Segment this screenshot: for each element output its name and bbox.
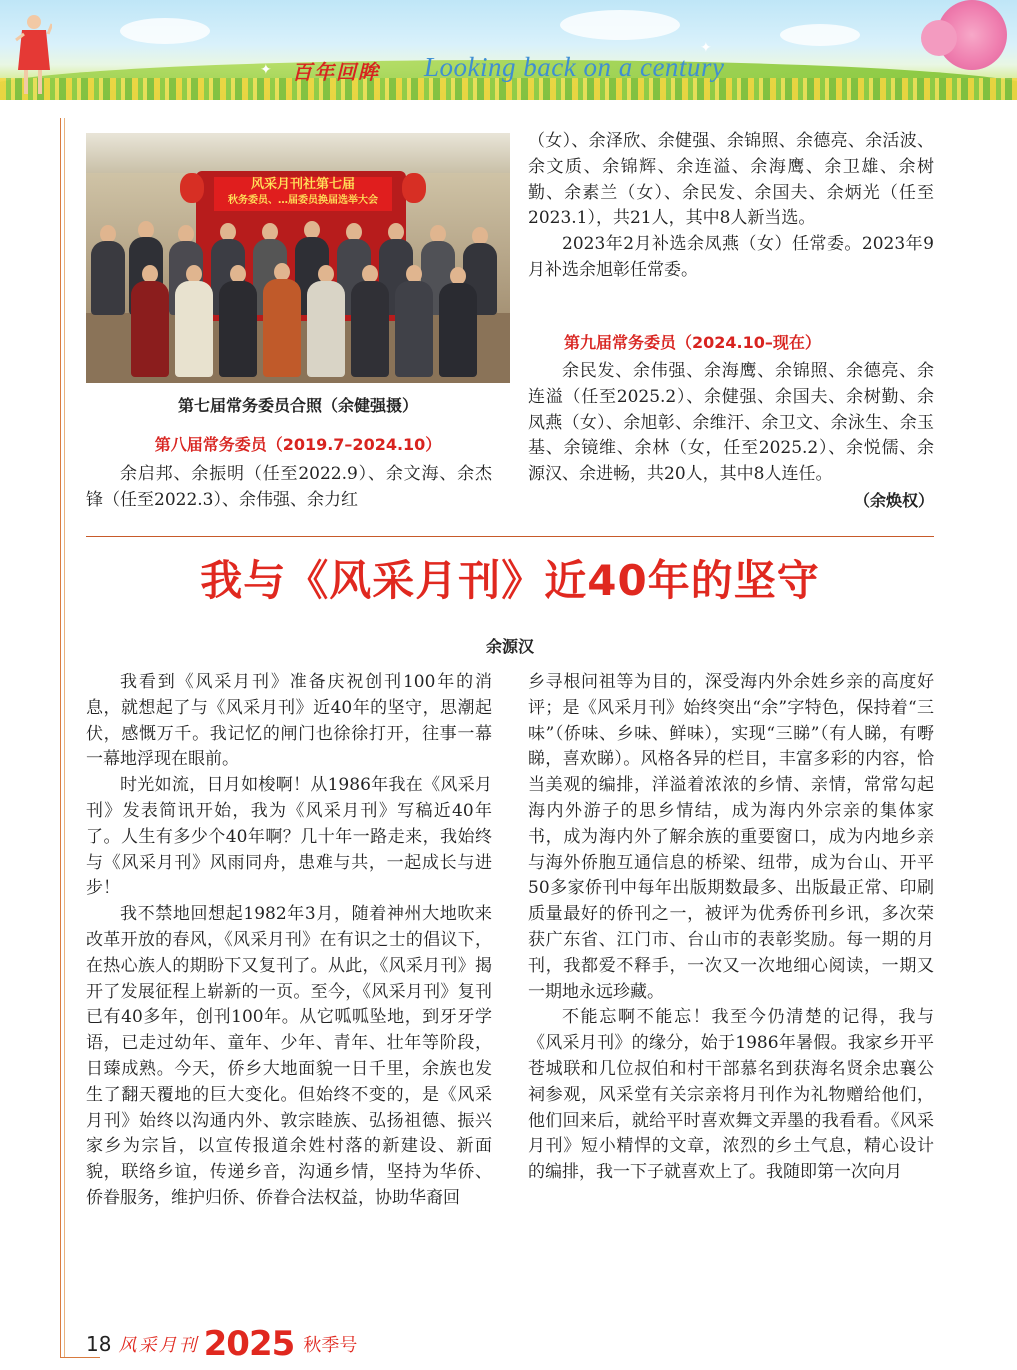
ninth-committee-heading: 第九届常务委员（2024.10–现在） [564, 333, 821, 352]
footer-year: 2025 [203, 1324, 295, 1364]
cloud-decoration [560, 10, 680, 40]
page-number: 18 [86, 1332, 112, 1356]
header-banner [0, 0, 1017, 100]
person-figure [263, 279, 301, 377]
photo-banner-line2: 秋务委员、…届委员换届选举大会 [228, 195, 378, 206]
footer-season: 秋季号 [303, 1335, 358, 1356]
eighth-committee-heading: 第八届常务委员（2019.7–2024.10） [154, 435, 442, 454]
sparkle-icon: ✦ [700, 40, 712, 56]
article-right-column [528, 670, 934, 1186]
section-divider [86, 536, 934, 537]
article-left-column [86, 670, 492, 1212]
sparkle-icon: ✦ [260, 62, 272, 78]
article-author: 余源汉 [485, 637, 534, 656]
ninth-author-tag: （余焕权） [853, 490, 934, 510]
photo-event-banner [214, 177, 392, 211]
side-border-line [64, 118, 65, 1358]
cloud-decoration [120, 18, 210, 44]
ninth-members-text [528, 359, 934, 510]
person-figure [351, 281, 389, 377]
person-figure [439, 283, 477, 377]
lantern-icon [180, 173, 204, 203]
eighth-committee-members [86, 462, 492, 514]
eighth-supplement-note: 2023年2月补选余凤燕（女）任常委。2023年9月补选余旭彰任常委。 [528, 234, 934, 280]
article-title: 我与《风采月刊》近40年的坚守 [200, 556, 820, 605]
eighth-members-cont-text: （女）、余泽欣、余健强、余锦照、余德亮、余活波、余文质、余锦辉、余连溢、余海鹰、余卫雄、余树勤、余素兰（女）、余民发、余国夫、余炳光（任至2023.1），共21人，其中8人新当选。 [528, 131, 934, 229]
article-paragraph: 乡寻根问祖等为目的，深受海内外余姓乡亲的高度好评；是《风采月刊》始终突出“余”字特色，保持着“三味”（侨味、乡味、鲜味），实现“三睇”（有人睇，有嘢睇，喜欢睇）。风格各异的栏目，丰富多彩的内容，恰当美观的编排，洋溢着浓浓的乡情、亲情，常常勾起海内外游子的思乡情结，成为海内外宗亲的集体家书，成为海内外了解余族的重要窗口，成为内地乡亲与海外侨胞互通信息的桥梁、纽带，成为台山、开平50多家侨刊中每年出版期数最多、出版最正常、印刷质量最好的侨刊之一，被评为优秀侨刊乡讯，多次荣获广东省、江门市、台山市的表彰奖励。每一期的月刊，我都爱不释手，一次又一次地细心阅读，一期又一期地永远珍藏。 [528, 672, 934, 1002]
blossom-tree-icon [921, 20, 957, 56]
photo-caption: 第七届常务委员合照（余健强摄） [177, 396, 418, 415]
person-figure [395, 281, 433, 377]
article-paragraph: 不能忘啊不能忘！我至今仍清楚的记得，我与《风采月刊》的缘分，始于1986年暑假。我家乡开平苍城联和几位叔伯和村干部慕名到获海名贤余忠襄公祠参观，风采堂有关宗亲将月刊作为礼物赠给他们，他们回来后，就给平时喜欢舞文弄墨的我看看。《风采月刊》短小精悍的文章，浓烈的乡土气息，精心设计的编排，我一下子就喜欢上了。我随即第一次向月 [528, 1007, 934, 1183]
side-border-line [60, 118, 61, 1358]
section-title-cn: 百年回眸 [292, 60, 380, 84]
article-paragraph: 我看到《风采月刊》准备庆祝创刊100年的消息，就想起了与《风采月刊》近40年的坚守，思潮起伏，感慨万千。我记忆的闸门也徐徐打开，往事一幕一幕地浮现在眼前。 [86, 672, 492, 770]
article-paragraph: 我不禁地回想起1982年3月，随着神州大地吹来改革开放的春风，《风采月刊》在有识之士的倡议下，在热心族人的期盼下又复刊了。从此，《风采月刊》揭开了发展征程上崭新的一页。至今，《风采月刊》复刊已有40多年，创刊100年。从它呱呱坠地，到牙牙学语，已走过幼年、童年、少年、青年、壮年等阶段，日臻成熟。今天，侨乡大地面貌一日千里，余族也发生了翻天覆地的巨大变化。但始终不变的，是《风采月刊》始终以沟通内外、敦宗睦族、弘扬祖德、振兴家乡为宗旨，以宣传报道余姓村落的新建设、新面貌，联络乡谊，传递乡音，沟通乡情，坚持为华侨、侨眷服务，维护归侨、侨眷合法权益，协助华裔回 [86, 904, 492, 1208]
person-figure [91, 241, 125, 315]
eighth-committee-members-cont [528, 129, 934, 284]
person-figure [219, 281, 257, 377]
person-figure [307, 281, 345, 377]
page-footer [86, 1324, 357, 1364]
person-figure [175, 281, 213, 377]
article-paragraph: 时光如流，日月如梭啊！从1986年我在《风采月刊》发表简讯开始，我为《风采月刊》写稿近40年了。人生有多少个40年啊？几十年一路走来，我始终与《风采月刊》风雨同舟，患难与共，一起成长与进步！ [86, 775, 492, 899]
photo-ceiling [86, 133, 510, 173]
group-photo [86, 133, 510, 383]
eighth-members-text: 余启邦、余振明（任至2022.9）、余文海、余杰锋（任至2022.3）、余伟强、余力红 [86, 464, 492, 510]
ninth-members-list: 余民发、余伟强、余海鹰、余锦照、余德亮、余连溢（任至2025.2）、余健强、余国夫、余树勤、余凤燕（女）、余旭彰、余维汗、余卫文、余泳生、余玉基、余镜维、余林（女，任至2025.2）、余悦儒、余源汉、余进畅，共20人，其中8人连任。 [528, 361, 934, 485]
girl-figure-icon [12, 10, 52, 96]
ninth-committee-members [528, 359, 934, 514]
person-figure [131, 281, 169, 377]
section-title-en: Looking back on a century [424, 52, 725, 82]
footer-magazine-name: 风采月刊 [118, 1335, 199, 1356]
cloud-decoration [780, 24, 860, 46]
photo-banner-line1: 风采月刊社第七届 [250, 177, 355, 192]
lantern-icon [402, 173, 426, 203]
